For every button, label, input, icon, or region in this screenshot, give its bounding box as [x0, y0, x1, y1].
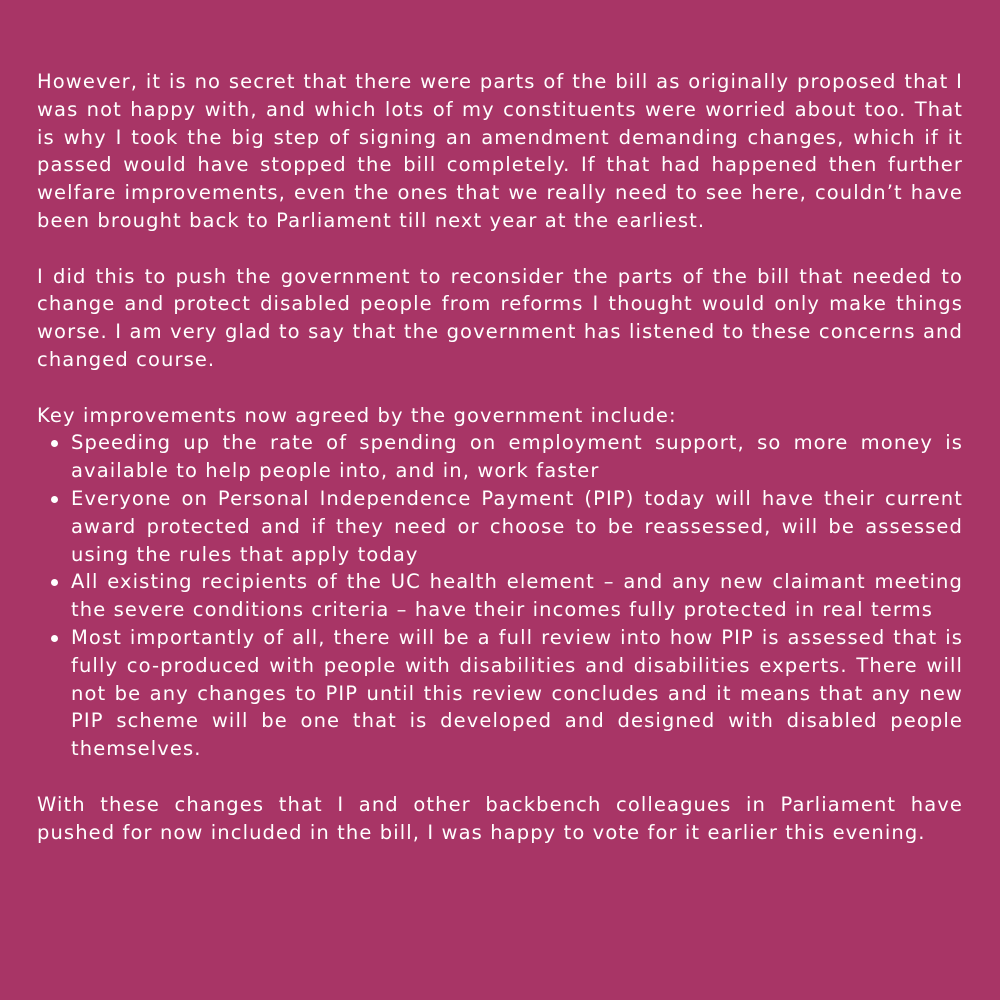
paragraph-government-listened: I did this to push the government to reconsider the parts of the bill that needed to change and protect disabled people from reforms I thought would only make things worse. I am very glad to say that the government has listened to these concerns and changed course. [37, 264, 963, 371]
paragraph-spacer [37, 374, 963, 402]
bullet-dot-icon [51, 496, 58, 503]
list-item-text: Everyone on Personal Independence Payment (PIP) today will have their current award protected and if they need or choose to be reassessed, will be assessed using the rules that apply today [71, 486, 963, 566]
paragraph-spacer [37, 235, 963, 263]
list-item-text: Most importantly of all, there will be a full review into how PIP is assessed that is fully co-produced with people with disabilities and disabilities experts. There will not be any changes to PIP until this review concludes and it means that any new PIP scheme will be one that is developed and designed with disabled people themselves. [71, 625, 963, 761]
bullet-dot-icon [51, 440, 58, 447]
paragraph-amendment: However, it is no secret that there were parts of the bill as originally proposed that I was not happy with, and which lots of my constituents were worried about too. That is why I took the big step of signing an amendment demanding changes, which if it passed would have stopped the bill completely. If that had happened then further welfare improvements, even the ones that we really need to see here, couldn’t have been brought back to Parliament till next year at the earliest. [37, 70, 963, 232]
bullet-dot-icon [51, 635, 58, 642]
list-item [37, 485, 963, 568]
list-item-text: All existing recipients of the UC health element – and any new claimant meeting the severe conditions criteria – have their incomes fully protected in real terms [71, 570, 963, 622]
list-item [37, 429, 963, 485]
paragraph-vote: With these changes that I and other backbench colleagues in Parliament have pushed for now included in the bill, I was happy to vote for it earlier this evening. [37, 792, 963, 844]
bullet-dot-icon [51, 579, 58, 586]
paragraph-spacer [37, 763, 963, 791]
improvements-list [37, 429, 963, 763]
list-item-text: Speeding up the rate of spending on employment support, so more money is available to help people into, and in, work faster [71, 431, 963, 483]
list-intro: Key improvements now agreed by the government include: [37, 403, 677, 427]
list-item [37, 568, 963, 624]
list-item [37, 624, 963, 763]
statement-text [37, 68, 963, 846]
